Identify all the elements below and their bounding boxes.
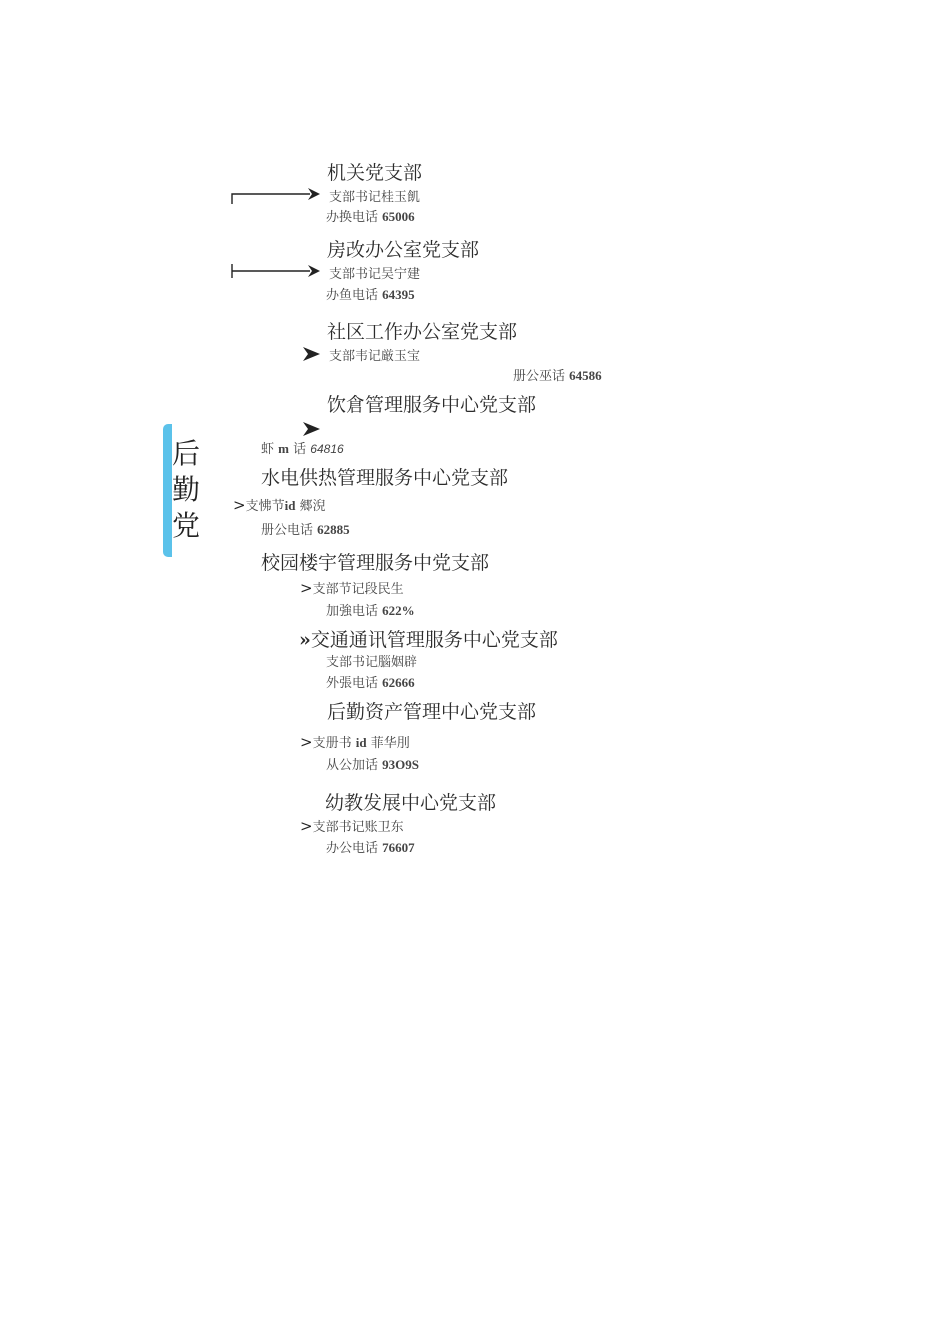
branch-6-phone: 加強电话 622% (326, 603, 415, 619)
branch-5-phone: 册公电话 62885 (261, 522, 350, 538)
branch-8-secretary: >支册书 id 菲华刖 (300, 733, 410, 751)
branch-5-title: 水电供热管理服务中心党支部 (261, 467, 509, 489)
branch-5-secretary: >支怫节id 郷淣 (233, 496, 326, 514)
branch-6-title: 校园楼宇管理服务中党支部 (261, 552, 490, 574)
branch-3-secretary: 支部韦记厳玉宝 (329, 349, 421, 364)
chevron-right-icon: > (300, 579, 313, 597)
chevron-right-icon: > (300, 817, 313, 835)
branch-1-title: 机关党支部 (327, 162, 423, 184)
branch-4-phone: 虾 m 话 64816 (261, 441, 344, 457)
branch-9-title: 幼教发展中心党支部 (325, 792, 497, 814)
connector-lines (228, 186, 323, 282)
branch-7-secretary: 支部书记腦姻辟 (326, 655, 418, 670)
branch-3-title: 社区工作办公室党支部 (327, 321, 518, 343)
chevron-right-icon: > (233, 496, 246, 514)
branch-9-secretary: >支部书记账卫东 (300, 817, 404, 835)
branch-4-title: 饮倉管理服务中心党支部 (327, 394, 537, 416)
branch-3-phone: 册公巫话 64586 (513, 368, 602, 384)
branch-2-title: 房改办公室党支部 (327, 239, 480, 261)
branch-8-phone: 从公加话 93O9S (326, 757, 419, 773)
branch-6-secretary: >支部节记段民生 (300, 579, 404, 597)
group-accent-bar (163, 424, 172, 557)
chevron-right-icon: > (300, 733, 313, 751)
branch-7-title: »交通通讯管理服务中心党支部 (299, 629, 558, 651)
branch-1-phone: 办换电话 65006 (326, 209, 415, 225)
branch-2-secretary: 支部书记吴宁建 (329, 267, 421, 282)
branch-7-phone: 外張电话 62666 (326, 675, 415, 691)
branch-9-phone: 办公电话 76607 (326, 840, 415, 856)
branch-1-secretary: 支部书记桂玉飢 (329, 190, 421, 205)
group-label: 后勤党 (172, 437, 201, 542)
branch-8-title: 后勤资产管理中心党支部 (327, 701, 537, 723)
arrow-icon (303, 421, 321, 437)
branch-2-phone: 办鱼电话 64395 (326, 287, 415, 303)
arrow-icon (303, 346, 321, 362)
